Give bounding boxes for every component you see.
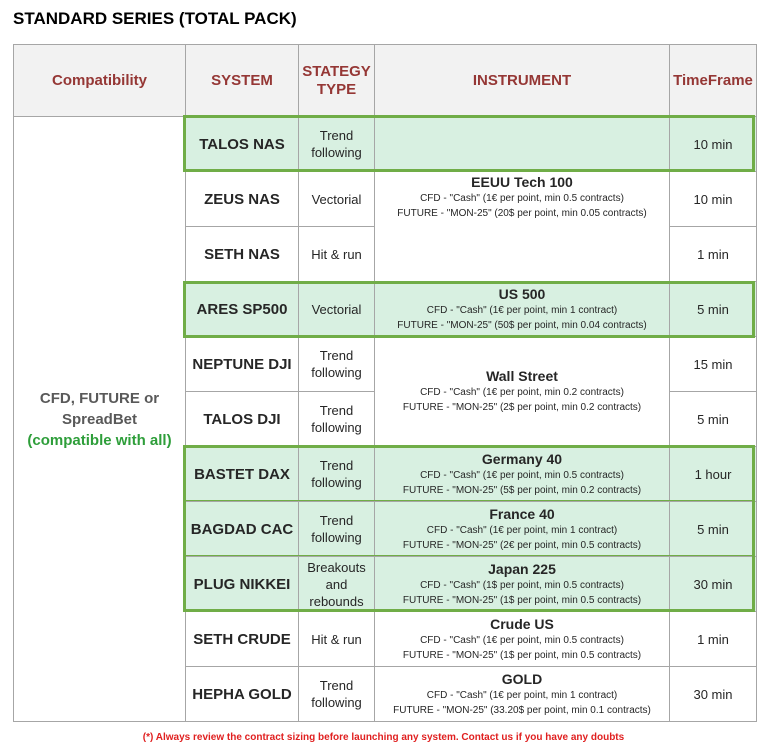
timeframe: 1 min — [670, 227, 757, 282]
instrument-name: France 40 — [489, 505, 555, 522]
header-strategy: STATEGY TYPE — [299, 45, 375, 117]
instrument-future: FUTURE - "MON-25" (20$ per point, min 0.05 contracts) — [397, 208, 647, 219]
system-name: PLUG NIKKEI — [186, 557, 299, 612]
page-title: STANDARD SERIES (TOTAL PACK) — [13, 9, 297, 28]
instrument-name: US 500 — [498, 285, 546, 302]
instrument-future: FUTURE - "MON-25" (1$ per point, min 0.5 contracts) — [402, 594, 642, 606]
timeframe: 5 min — [670, 392, 757, 447]
table-header-row — [14, 45, 757, 117]
strategy-type: Trend following — [299, 392, 375, 447]
strategy-type: Hit & run — [299, 227, 375, 282]
timeframe: 5 min — [670, 282, 757, 337]
instrument-future: FUTURE - "MON-25" (5$ per point, min 0.2 contracts) — [402, 484, 642, 496]
strategy-type: Trend following — [299, 117, 375, 172]
system-name: BAGDAD CAC — [186, 502, 299, 557]
instrument-cell — [375, 667, 670, 722]
table-row — [14, 117, 757, 172]
strategy-type: Trend following — [299, 667, 375, 722]
system-name: SETH CRUDE — [186, 612, 299, 667]
instrument-cfd: CFD - "Cash" (1€ per point, min 0.2 contracts) — [420, 387, 624, 398]
disclaimer-note: (*) Always review the contract sizing before launching any system. Contact us if you have any doubts — [142, 732, 625, 743]
timeframe: 10 min — [670, 117, 757, 172]
instrument-cell — [375, 172, 670, 282]
instrument-cell — [375, 502, 670, 557]
instrument-future: FUTURE - "MON-25" (33.20$ per point, min 0.1 contracts) — [393, 704, 651, 716]
instrument-name: Wall Street — [486, 368, 558, 384]
header-timeframe: TimeFrame — [670, 45, 757, 117]
timeframe: 1 hour — [670, 447, 757, 502]
instrument-cell — [375, 612, 670, 667]
strategy-type: Trend following — [299, 447, 375, 502]
system-name: TALOS NAS — [186, 117, 299, 172]
instrument-cell — [375, 557, 670, 612]
header-compatibility: Compatibility — [14, 45, 186, 117]
instrument-future: FUTURE - "MON-25" (2€ per point, min 0.5 contracts) — [402, 539, 642, 551]
instrument-name: Germany 40 — [481, 450, 563, 467]
header-instrument: INSTRUMENT — [375, 45, 670, 117]
strategy-type: Vectorial — [299, 282, 375, 337]
system-name: NEPTUNE DJI — [186, 337, 299, 392]
instrument-empty — [375, 117, 670, 172]
strategy-type: Vectorial — [299, 172, 375, 227]
instrument-name: GOLD — [501, 670, 543, 687]
instrument-future: FUTURE - "MON-25" (2$ per point, min 0.2 contracts) — [402, 402, 642, 413]
instrument-future: FUTURE - "MON-25" (50$ per point, min 0.04 contracts) — [397, 319, 647, 331]
instrument-name: Japan 225 — [488, 560, 556, 577]
timeframe: 1 min — [670, 612, 757, 667]
instrument-cfd: CFD - "Cash" (1$ per point, min 0.5 contracts) — [420, 579, 624, 591]
instrument-name: EEUU Tech 100 — [471, 174, 573, 190]
instrument-cell — [375, 447, 670, 502]
instrument-cell — [375, 282, 670, 337]
instrument-cell — [375, 337, 670, 447]
strategy-type: Trend following — [299, 337, 375, 392]
timeframe: 10 min — [670, 172, 757, 227]
system-name: HEPHA GOLD — [186, 667, 299, 722]
instrument-cfd: CFD - "Cash" (1€ per point, min 0.5 contracts) — [420, 193, 624, 204]
timeframe: 5 min — [670, 502, 757, 557]
header-system: SYSTEM — [186, 45, 299, 117]
instrument-cfd: CFD - "Cash" (1€ per point, min 0.5 contracts) — [420, 634, 624, 646]
instrument-cfd: CFD - "Cash" (1€ per point, min 1 contract) — [426, 689, 618, 701]
instrument-cfd: CFD - "Cash" (1€ per point, min 1 contract) — [426, 304, 618, 316]
timeframe: 30 min — [670, 557, 757, 612]
system-name: TALOS DJI — [186, 392, 299, 447]
compatible-all-label: (compatible with all) — [27, 431, 172, 449]
timeframe: 15 min — [670, 337, 757, 392]
systems-table — [13, 44, 757, 722]
strategy-type: Breakouts and rebounds — [299, 557, 375, 612]
instrument-cfd: CFD - "Cash" (1€ per point, min 1 contract) — [426, 524, 618, 536]
system-name: SETH NAS — [186, 227, 299, 282]
system-name: ZEUS NAS — [186, 172, 299, 227]
instrument-future: FUTURE - "MON-25" (1$ per point, min 0.5 contracts) — [402, 649, 642, 661]
timeframe: 30 min — [670, 667, 757, 722]
strategy-type: Hit & run — [299, 612, 375, 667]
strategy-type: Trend following — [299, 502, 375, 557]
compatibility-cell: CFD, FUTURE or SpreadBet (compatible with all) — [14, 117, 186, 722]
instrument-name: Crude US — [490, 615, 554, 632]
system-name: BASTET DAX — [186, 447, 299, 502]
instrument-cfd: CFD - "Cash" (1€ per point, min 0.5 contracts) — [420, 469, 624, 481]
system-name: ARES SP500 — [186, 282, 299, 337]
